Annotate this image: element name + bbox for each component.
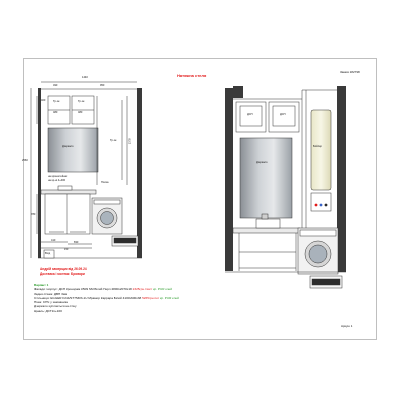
left-wall-r <box>225 88 233 271</box>
spec-mirror: Дзеркало купляється на стіну <box>34 304 77 309</box>
note-delivery: Доставка і монтаж: Бровари <box>40 272 85 276</box>
dim-top-width: 1440 <box>82 76 88 79</box>
spec-notes <box>34 283 179 313</box>
spec-price: Ціналь: ДСТ11+100 <box>34 308 62 313</box>
variant-label: Варіант 1 <box>34 283 49 287</box>
dim-bottom-left: 410 <box>51 239 56 242</box>
page-label: Аркуш 1 <box>341 324 353 328</box>
dim-plinth: 150 <box>64 248 69 251</box>
dim-cab1-width: 480 <box>53 111 58 114</box>
left-elevation <box>31 82 142 258</box>
mirror-right <box>240 138 292 218</box>
countertop-left <box>41 190 96 194</box>
shelf-note-b: на кронштейнах <box>48 175 68 178</box>
dim-cab2-width: 480 <box>78 111 83 114</box>
right-elevation <box>225 86 346 288</box>
label-mirror-left: Дзеркало <box>62 145 74 148</box>
label-right-cab: Тр-зн <box>110 139 117 142</box>
spec-back-panel: Задня стінка: ДВП 3мм <box>34 291 68 296</box>
dim-width-right: 950 <box>100 84 105 87</box>
label-mirror-right: Дзеркало <box>256 161 268 164</box>
label-boiler: Бойлер <box>313 145 322 148</box>
dim-height-total: 2560 <box>22 159 28 162</box>
spec-countertop: Стільниця: EGGER F244/ST75/R3-1U Мрамор Каррара Білий 4100х600х38 5265грн./шт кр. PUR клей <box>34 295 179 300</box>
shelf-note-a: Полка <box>101 181 109 184</box>
label-dsp2: ДСП <box>280 113 286 116</box>
note-measurer: Андрій замерщик від 26.09.24 <box>40 267 87 271</box>
dim-lower-height: 780 <box>31 213 36 216</box>
label-dsp1: ДСП <box>247 113 253 116</box>
label-cab1: Тр-зн <box>53 100 60 103</box>
sheet-title: Натяжна стеля <box>177 73 207 78</box>
order-number: Замов 182798 <box>340 70 360 74</box>
countertop-right <box>233 228 300 233</box>
dim-bottom-right: 830 <box>74 241 79 244</box>
shelf-note-c: на кр-ні 4+400 <box>48 179 66 182</box>
lower-cabinet-left <box>45 194 90 234</box>
right-wall-r <box>337 86 346 272</box>
sink-right <box>256 219 280 228</box>
mirror-left <box>48 128 98 172</box>
label-vent: Вхід <box>45 252 51 255</box>
boiler <box>311 110 331 190</box>
left-wall <box>38 88 41 258</box>
spec-niche: Ніша: СПЧ у замовника <box>34 300 68 305</box>
dim-height-cabinet: 1378 <box>128 138 132 145</box>
spec-facade: Фасади і корпус: ДСП Кронорам К509 SM Білий Перл 2800х2070х18 2325грн./лист кр. PUR клей <box>34 287 172 292</box>
dim-upper-height: 400 <box>41 99 46 102</box>
dim-width-left: 490 <box>53 84 58 87</box>
sink-left <box>58 186 72 190</box>
label-cab2: Тр-зн <box>78 100 85 103</box>
right-wall <box>137 88 142 258</box>
